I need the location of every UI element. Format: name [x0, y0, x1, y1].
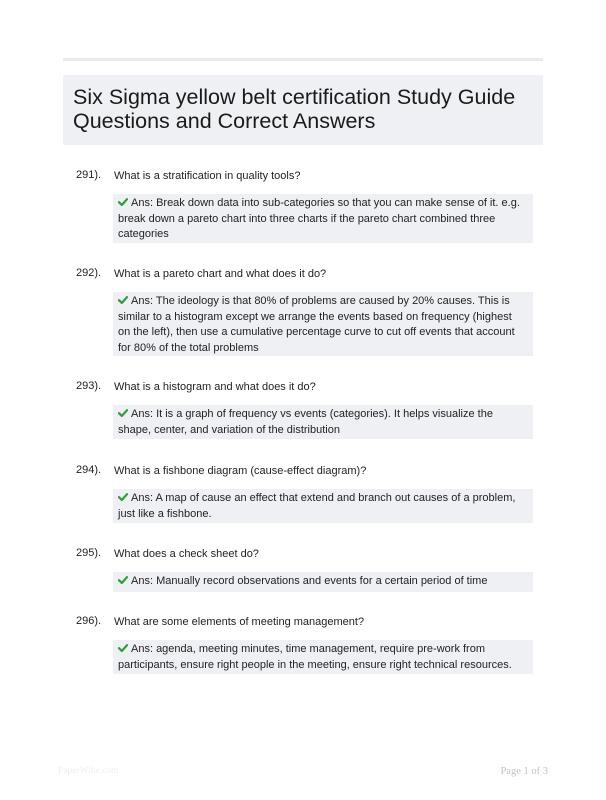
- checkmark-icon: [118, 408, 128, 418]
- answer-text: Ans: The ideology is that 80% of problems are caused by 20% causes. This is similar to a histogram except we arrange the events based on frequency (highest on the left), then use a cumulative percentage curve to cut off events that account for 80% of the total problems: [118, 295, 515, 354]
- answer-box: [113, 640, 533, 674]
- checkmark-icon: [118, 575, 128, 585]
- checkmark-icon: [118, 643, 128, 653]
- question-text: What is a pareto chart and what does it do?: [114, 268, 327, 280]
- answer-text: Ans: agenda, meeting minutes, time management, require pre-work from participants, ensure right people in the meeting, ensure right technical resources.: [118, 643, 512, 671]
- answer-text: Ans: It is a graph of frequency vs events (categories). It helps visualize the shape, center, and variation of the distribution: [118, 408, 493, 436]
- checkmark-icon: [118, 197, 128, 207]
- question-number: 294).: [76, 464, 102, 476]
- answer-text: Ans: Manually record observations and events for a certain period of time: [131, 575, 488, 587]
- question-text: What is a stratification in quality tools?: [114, 170, 301, 182]
- page-number: Page 1 of 3: [500, 766, 548, 777]
- checkmark-icon: [118, 492, 128, 502]
- question-number: 292).: [76, 267, 102, 279]
- answer-box: [113, 572, 533, 592]
- question-text: What does a check sheet do?: [114, 548, 259, 560]
- answer-box: [113, 405, 533, 439]
- answer-box: [113, 292, 533, 356]
- question-text: What are some elements of meeting management?: [114, 616, 365, 628]
- answer-text: Ans: A map of cause an effect that extend and branch out causes of a problem, just like a fishbone.: [118, 492, 516, 520]
- question-text: What is a histogram and what does it do?: [114, 381, 316, 393]
- question-text: What is a fishbone diagram (cause-effect diagram)?: [114, 465, 367, 477]
- question-number: 295).: [76, 547, 102, 559]
- question-number: 291).: [76, 169, 102, 181]
- title-banner: [63, 75, 543, 145]
- question-number: 296).: [76, 615, 102, 627]
- answer-box: [113, 489, 533, 523]
- page-title: Six Sigma yellow belt certification Study Guide Questions and Correct Answers: [73, 85, 516, 133]
- question-number: 293).: [76, 380, 102, 392]
- answer-text: Ans: Break down data into sub-categories so that you can make sense of it. e.g. break down a pareto chart into three charts if the pareto chart combined three categories: [118, 197, 520, 240]
- checkmark-icon: [118, 295, 128, 305]
- answer-box: [113, 194, 533, 243]
- footer-watermark: PaperWibe.com: [58, 766, 119, 776]
- top-divider: [63, 58, 543, 61]
